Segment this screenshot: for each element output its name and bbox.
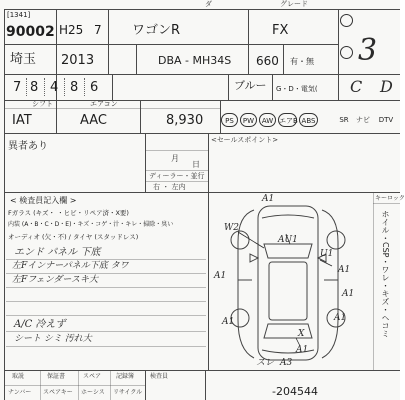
row3-bottom-line [4,100,400,101]
equipment-dtv: DTV [378,116,394,124]
odometer-digit-separator [84,78,85,96]
equipment-sr: SR [339,116,349,124]
damage-mark: A1 [338,265,351,275]
footer-top-line [4,370,400,371]
region: 埼玉 [10,52,37,67]
equipment-navi: ナビ [356,116,370,124]
writing-guide-line [6,273,206,274]
odometer-digit-separator [26,78,27,96]
column-line [272,74,273,100]
column-line [248,9,249,74]
inspector-section-title: < 検査員記入欄 > [10,196,77,205]
odometer-digit-separator [64,78,65,96]
equipment-aw: AW [259,113,276,127]
rear-window [264,324,312,338]
side-inspection-text: ホイル・CSP・ワレ・キズ・ヘコミ [381,210,390,338]
footer-table-line [4,385,145,386]
writing-guide-line [6,315,206,316]
handwritten-note: エンド パネル 下底 [14,247,101,258]
odometer-digit: 4 [50,80,59,95]
odometer-digit: 7 [13,80,22,95]
key-lock-box-line [373,203,400,204]
column-line [283,44,284,74]
column-line [56,9,57,133]
info-box-line [145,181,208,182]
footer-inspector-box-line [205,370,206,400]
damage-mark: A1 [214,271,227,281]
equipment-abs: ABS [299,113,318,127]
equipment-ps: PS [221,113,238,127]
column-line [136,44,137,74]
column-line [338,9,339,100]
damage-mark: A1 [222,317,235,327]
damage-mark: A1 [342,289,355,299]
equipment-pw: PW [240,113,257,127]
left-mirror [250,254,258,262]
damage-mark: A1 [262,194,275,204]
damage-mark: A1 [334,313,347,323]
car-damage-diagram [208,192,372,370]
aircon-label: エアコン [90,100,118,108]
damage-mark: A1 [296,345,309,355]
month-label: 月 [171,154,179,163]
top-border [4,9,400,10]
model-year: 2013 [61,53,95,68]
column-line [228,74,229,100]
windshield [264,244,312,258]
footer-table-column [40,370,41,400]
doc-item: ナンバー [8,389,32,396]
odometer-digit: 6 [90,80,99,95]
damage-mark: X [298,329,305,339]
dealer-label: ディーラー・並行 [149,172,205,180]
column-line [108,9,109,74]
grade-mark-circle [340,14,353,27]
equipment-airbag: エアB [278,113,297,127]
info-box-left [145,133,146,192]
damage-mark: スレ [256,358,275,368]
doc-item: ホーシス [81,389,105,396]
odometer-digit-separator [44,78,45,96]
month: 7 [94,23,102,37]
doc-item: 取説 [12,373,25,380]
damage-mark: AU1 [278,235,298,245]
shift-value: IAT [12,113,32,128]
footer-table-column [145,370,146,400]
row1-bottom-line [4,44,338,45]
odometer-digit: 8 [30,80,39,95]
roof [269,262,307,320]
steering-label: 右 ・ 左内 [153,183,186,191]
audio-tire-line: オーディオ (欠・不) / タイヤ (スタッドレス) [8,233,139,241]
left-border [4,9,5,400]
key-lock-label: キーロック [375,195,405,202]
inspector-number: -204544 [272,385,318,398]
aircon-value: AAC [80,113,107,128]
handwritten-note: 左Fフェンダースキ大 [12,275,98,285]
displacement: 660 [256,54,279,68]
doc-item: スペアキー [43,389,73,396]
color-options: G・D・電気( [276,85,318,93]
left-side-profile [238,210,254,358]
doc-item: 保証書 [47,373,66,380]
interior-line: 内装 (A・B・C・D・E)・キズ・コゲ・汁・キレ・掃除・臭い [8,221,174,228]
front-bumper-line [262,215,314,218]
side-text-column-line [373,192,374,370]
label-row-line [4,108,220,109]
info-box-line [145,150,208,151]
grade-mark-circle [340,46,353,59]
odometer-digit: 8 [70,80,79,95]
year-era: H25 [59,23,84,37]
lot-number: 90002 [6,24,55,40]
damage-mark: U1 [320,249,334,259]
mark-d: D [380,77,393,96]
handwritten-note: 左Fインナーパネル下底 タワ [12,261,129,271]
column-line [112,74,113,100]
writing-guide-line [6,346,206,347]
writing-guide-line [6,301,206,302]
mark-c: C [350,77,363,96]
shift-label: シフト [32,100,53,108]
glass-line: Fガラス (キズ・ ・ヒビ・リペア済・X要) [8,209,129,217]
model-name: ワゴンR [132,23,181,38]
info-box-line [145,170,208,171]
grade-name: FX [272,23,289,38]
annotation-stroke [238,232,264,248]
auction-score: 3 [358,33,378,68]
mileage-value: 8,930 [166,113,204,128]
sales-point-label: <セールスポイント> [211,136,279,144]
lot-small-number: [1341] [7,11,31,19]
model-code: DBA - MH34S [158,54,232,67]
doc-item: スペア [83,373,102,380]
day-label: 日 [192,160,200,169]
inspector-label: 検査員 [150,373,169,380]
right-front-wheel [327,231,345,249]
damage-mark: A3 [280,358,293,368]
handwritten-note: A/C 冷えず [14,319,66,330]
car-body-outline [258,206,318,360]
footer-table-column [110,370,111,400]
doc-item: 記録簿 [116,373,135,380]
remark-text: 異者あり [8,141,48,152]
footer-table-column [78,370,79,400]
row4-bottom-line [4,133,400,134]
writing-guide-line [6,331,206,332]
header-label-grade: グレード [280,0,308,8]
row2-bottom-line [4,74,400,75]
doc-item: リサイクル [113,389,143,396]
header-label-partial: ダ [205,0,212,8]
column-line [140,100,141,133]
right-side-profile [322,210,338,358]
body-color: ブルー [234,79,267,92]
writing-guide-line [6,259,206,260]
damage-mark: W2 [224,223,239,233]
handwritten-note: シート シミ 汚れ大 [14,334,92,344]
writing-guide-line [6,287,206,288]
option-flag: 有・無 [290,57,314,66]
